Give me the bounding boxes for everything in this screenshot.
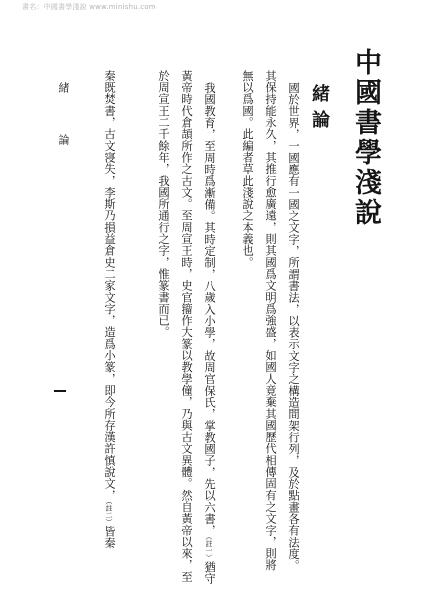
watermark: 書名：中國書學淺說 www.minishu.com [22,3,156,11]
body-line [239,70,253,570]
body-line-text: 猶守 [203,560,216,585]
body-line [178,70,193,583]
page-number [54,390,66,392]
body-line-text: 我國教育，至周時爲漸備。其時定制，八歲入小學，故周官保氏，掌教國子，先以六書， [203,82,216,537]
footnote-marker: （註一） [205,536,213,561]
running-head: 緒 論 [57,82,70,159]
body-line-text: 皆秦 [103,525,116,549]
body-line [285,82,299,582]
body-line-text: 秦既焚書，古文寖失，李斯乃損益倉史二家文字，造爲小篆，即今所存漢許慎說文， [103,70,116,502]
body-line [101,70,115,570]
body-line-text: 黃帝時代倉頡所作之古文。至周宣王時，史官籀作大篆以教學僮，乃與古文異體。然自黃帝以來，至 [180,70,193,583]
body-line [262,70,276,570]
section-title: 緒論 [309,84,330,136]
body-line-text: 其保持能永久，其推行愈廣遠，則其國爲文明爲強盛，如國人竟棄其國歷代相傳固有之文字，則將 [264,70,277,571]
body-line [201,82,216,585]
book-title: 中國書學淺說 [350,48,381,228]
body-line-text: 於周宣王二千餘年，我國所通行之字，惟篆書而已。 [157,70,170,338]
body-line-text: 無以爲國。此編者草此淺說之本義也。 [241,70,254,269]
footnote-marker: （註二） [105,501,113,526]
body-line [155,70,169,570]
body-line-text: 國於世界，一國應有一國之文字，所謂書法，以表示文字之構造間架行列，及於點畫各有法度。 [287,82,300,572]
